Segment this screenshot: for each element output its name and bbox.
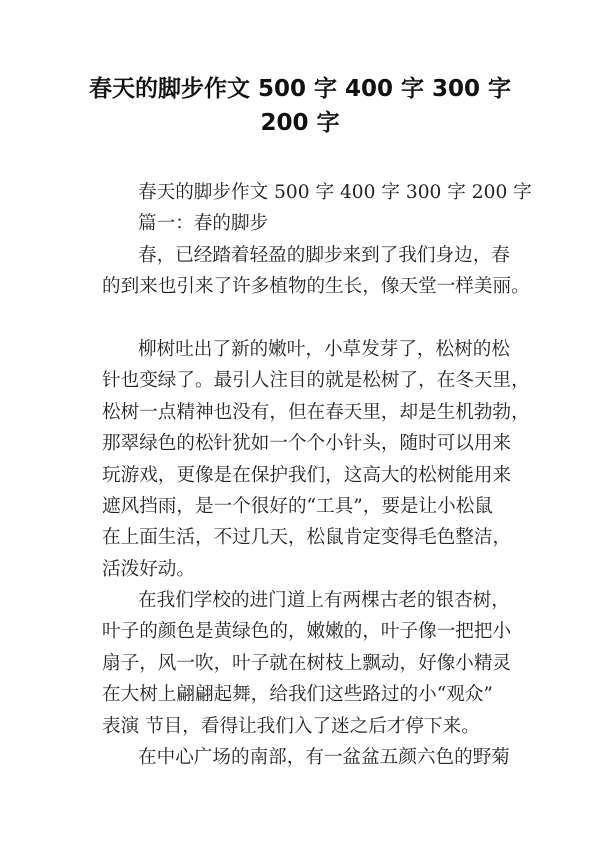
paragraph-line: 那翠绿色的松针犹如一个个小针头，随时可以用来: [102, 433, 512, 455]
paragraph-line: 松树一点精神也没有，但在春天里，却是生机勃勃，: [102, 401, 530, 423]
paragraph-line: 玩游戏，更像是在保护我们，这高大的松树能用来: [102, 464, 512, 486]
title-line-2: 200 字: [260, 110, 340, 136]
document-body: [102, 177, 532, 773]
title-line-1: 春天的脚步作文 500 字 400 字 300 字: [88, 76, 512, 102]
paragraph-line: 的到来也引来了许多植物的生长，像天堂一样美丽。: [102, 276, 530, 298]
paragraph-line: 柳树吐出了新的嫩叶，小草发芽了，松树的松: [138, 338, 510, 360]
paragraph-line: 遮风挡雨，是一个很好的“工具”，要是让小松鼠: [102, 495, 493, 517]
paragraph-line: 针也变绿了。最引人注目的就是松树了，在冬天里，: [102, 370, 530, 392]
paragraph-line: 在我们学校的进门道上有两棵古老的银杏树，: [138, 590, 510, 612]
blank-line: [102, 303, 502, 334]
paragraph-line: 在上面生活，不过几天，松鼠肯定变得毛色整洁，: [102, 527, 512, 549]
paragraph-line: 在大树上翩翩起舞，给我们这些路过的小“观众”: [102, 684, 493, 706]
paragraph-line: 扇子，风一吹，叶子就在树枝上飘动，好像小精灵: [102, 652, 512, 674]
paragraph-line: 春，已经踏着轻盈的脚步来到了我们身边，春: [138, 244, 510, 266]
section-heading: 篇一：春的脚步: [138, 213, 269, 235]
subtitle-line: 春天的脚步作文 500 字 400 字 300 字 200 字: [138, 182, 532, 203]
paragraph-line: 叶子的颜色是黄绿色的，嫩嫩的，叶子像一把把小: [102, 621, 512, 643]
paragraph-line: 在中心广场的南部，有一盆盆五颜六色的野菊: [138, 747, 510, 769]
paragraph-line: 表演 节目，看得让我们入了迷之后才停下来。: [102, 715, 480, 737]
paragraph-line: 活泼好动。: [102, 558, 195, 580]
document-title: [60, 72, 540, 140]
